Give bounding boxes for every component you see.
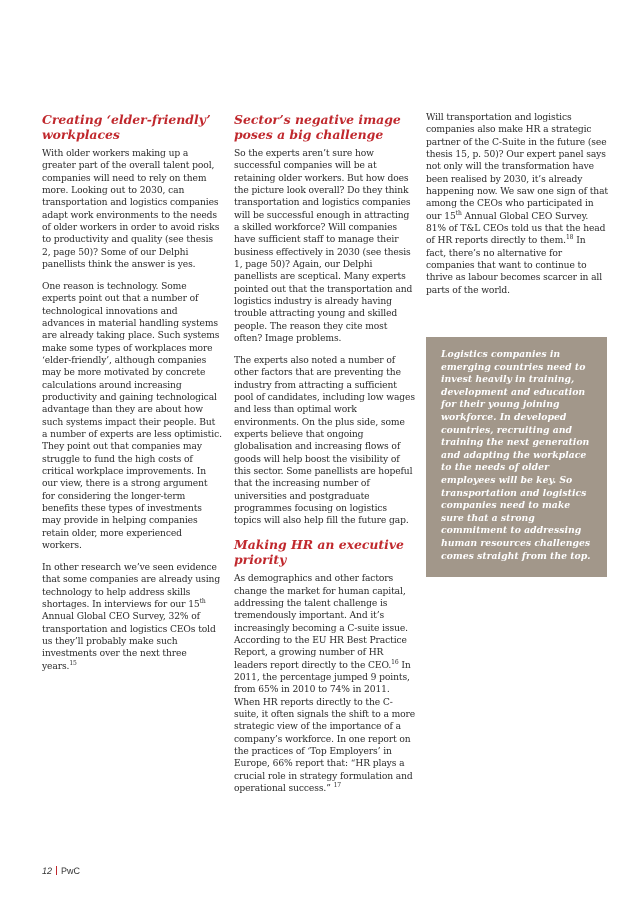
text-span: Annual Global CEO Survey, 32% of transportation and logistics CEOs told us they’ll probably make such investments over the next three years.: [42, 612, 216, 672]
text-span: In 2011, the percentage jumped 9 points, from 65% in 2010 to 74% in 2011. When HR reports directly to the C-suite, it often signals the shift to a more strategic view of the importance of a company’s workforce. In one report on the practices of ‘Top Employers’ in Europe, 66% report that: “HR plays a crucial role in strategy formulation and operational success.”: [234, 660, 416, 795]
footnote-ref: 17: [333, 782, 342, 790]
pull-quote-box: [426, 337, 607, 577]
text-span: In other research we’ve seen evidence that some companies are already using technology to help address skills shortages. In interviews for our 15: [42, 563, 221, 611]
paragraph: [426, 112, 608, 297]
text-span: Annual Global CEO Survey. 81% of T&L CEOs told us that the head of HR reports directly to them.: [426, 211, 606, 247]
section-heading-negative-image: Sector’s negative image poses a big challenge: [234, 112, 401, 142]
page-footer: [42, 866, 80, 876]
footer-divider: [56, 866, 57, 875]
footer-brand: PwC: [61, 866, 81, 876]
paragraph: One reason is technology. Some experts point out that a number of technological innovations and advances in material handling systems are already taking place. Such systems make some types of workplaces more ‘elder-friendly’, although companies may be more motivated by concrete calculations around increasing productivity and gaining technological advantage than they are about how such systems impact their people. But a number of experts are less optimistic. They point out that companies may struggle to fund the high costs of critical workplace improvements. In our view, there is a strong argument for considering the longer-term benefits these types of investments may provide in helping companies retain older, more experienced workers.: [42, 281, 222, 552]
paragraph: The experts also noted a number of other factors that are preventing the industry from attracting a sufficient pool of candidates, including low wages and less than optimal work environments. On the plus side, some experts believe that ongoing globalisation and increasing flows of goods will help boost the visibility of this sector. Some panellists are hopeful that the increasing number of universities and postgraduate programmes focusing on logistics topics will also help fill the future gap.: [234, 356, 415, 527]
text-span: In fact, there’s no alternative for companies that want to continue to thrive as labour becomes scarcer in all parts of the world.: [426, 236, 603, 296]
pull-quote-text: Logistics companies in emerging countries need to invest heavily in training, development and education for their young joining workforce. In developed countries, recruiting and training the next generation and adapting the workplace to the needs of older employees will be key. So transportation and logistics companies need to make sure that a strong commitment to addressing human resources challenges comes straight from the top.: [441, 349, 591, 562]
footnote-ref: 15: [69, 659, 77, 667]
paragraph: [42, 562, 222, 673]
text-span: Will transportation and logistics companies also make HR a strategic partner of the C-Suite in the future (see thesis 15, p. 50)? Our expert panel says not only will the transformation have been realised by 2030, it’s already happening now. We saw one sign of that among the CEOs who participated in our 15: [426, 113, 608, 222]
column-3: [426, 112, 608, 307]
paragraph: So the experts aren’t sure how successful companies will be at retaining older workers. But how does the picture look overall? Do they think transportation and logistics companies will be successful enough in attracting a skilled workforce? Will companies have sufficient staff to manage their business effectively in 2030 (see thesis 1, page 50)? Again, our Delphi panellists are sceptical. Many experts pointed out that the transportation and logistics industry is already having trouble attracting young and skilled people. The reason they cite most often? Image problems.: [234, 149, 413, 345]
paragraph: [234, 573, 416, 795]
paragraph: With older workers making up a greater part of the overall talent pool, companies will need to rely on them more. Looking out to 2030, can transportation and logistics companies adapt work environments to the needs of older workers in order to avoid risks to productivity and quality (see thesis 2, page 50)? Some of our Delphi panellists think the answer is yes.: [42, 149, 220, 271]
section-heading-elder-friendly: Creating ‘elder-friendly’ workplaces: [42, 112, 211, 142]
footnote-ref: 18: [565, 234, 574, 242]
page-number: 12: [42, 866, 53, 876]
footnote-ref: 16: [391, 658, 399, 666]
column-2: [234, 112, 416, 805]
superscript: th: [455, 209, 462, 217]
column-1: [42, 112, 222, 683]
superscript: th: [199, 597, 206, 605]
text-span: As demographics and other factors change the market for human capital, addressing the talent challenge is tremendously important. And it’s increasingly becoming a C-suite issue. According to the EU HR Best Practice Report, a growing number of HR leaders report directly to the CEO.: [234, 574, 408, 671]
section-heading-hr-priority: Making HR an executive priority: [234, 537, 404, 568]
